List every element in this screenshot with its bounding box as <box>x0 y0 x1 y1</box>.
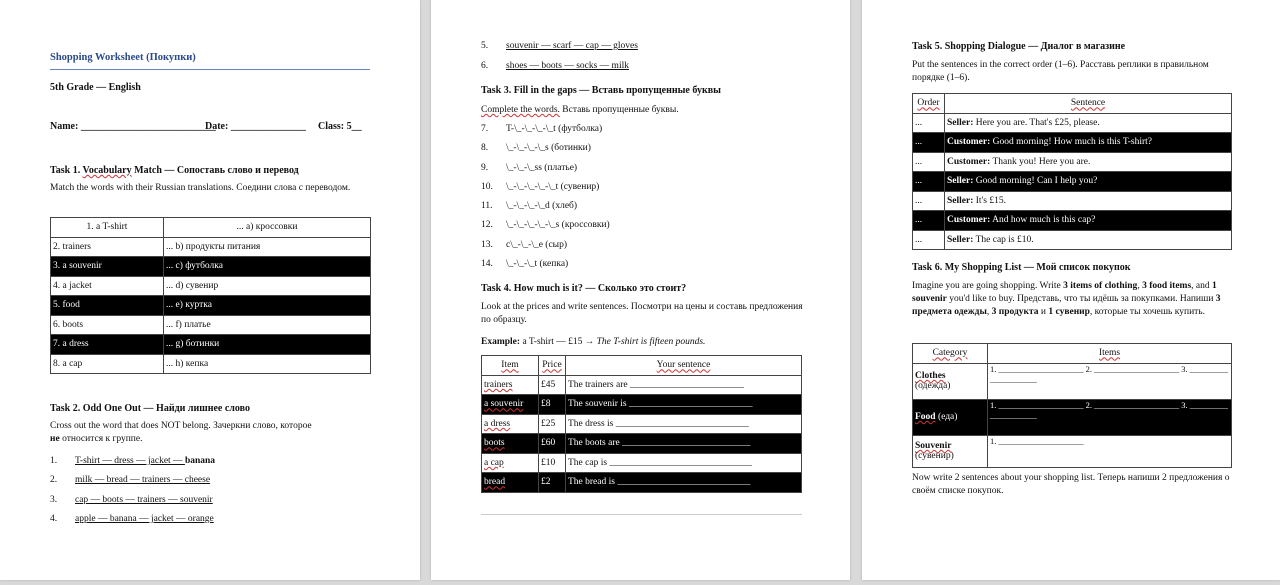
gap-word[interactable]: \_-\_-\_ss (платье) <box>506 162 578 173</box>
item-cell: a cap <box>482 453 539 473</box>
worksheet-page-2 <box>431 0 850 580</box>
category-cell <box>913 435 988 467</box>
sentence-cell <box>945 133 1232 153</box>
table-row <box>482 414 802 434</box>
vocab-translation: ... f) платье <box>164 315 371 335</box>
table-row <box>482 434 802 454</box>
category-translation: (еда) <box>935 412 958 422</box>
table-row <box>51 218 371 238</box>
gap-word[interactable]: \_-\_-\_-\_-\_t (сувенир) <box>506 181 600 192</box>
table-row <box>913 399 1232 435</box>
word-group: apple — banana — jacket — orange <box>75 513 214 524</box>
sentence-cell[interactable]: The bread is ____________________________ <box>566 473 802 493</box>
dialogue-text: And how much is this cap? <box>990 215 1096 226</box>
item-number: 11. <box>481 201 493 212</box>
vocab-translation: ... b) продукты питания <box>164 237 371 257</box>
task1-instructions: Match the words with their Russian translations. Соедини слова с переводом. <box>50 183 351 193</box>
price-cell: £2 <box>539 473 566 493</box>
vocab-translation: ... h) кепка <box>164 354 371 374</box>
list-item <box>50 494 215 513</box>
list-item <box>50 455 215 474</box>
table-row <box>51 296 371 316</box>
table-row <box>482 395 802 415</box>
table-row <box>51 335 371 355</box>
list-item <box>50 513 215 532</box>
list-item <box>481 123 610 142</box>
sentence-cell <box>945 152 1232 172</box>
category-translation: (сувенир) <box>915 451 954 461</box>
dialogue-text: It's £15. <box>973 195 1006 206</box>
word-group: shoes — boots — socks — milk <box>506 61 629 71</box>
category-name: Souvenir <box>915 441 952 451</box>
table-row <box>913 113 1232 133</box>
order-cell[interactable]: ... <box>913 113 945 133</box>
item-number: 10. <box>481 181 493 192</box>
sentence-cell[interactable]: The boots are ___________________________ <box>566 434 802 454</box>
item-cell: a souvenir <box>482 395 539 415</box>
sentence-cell <box>945 113 1232 133</box>
worksheet-title: Shopping Worksheet (Покупки) <box>50 52 196 63</box>
table-row <box>51 237 371 257</box>
item-number: 6. <box>481 61 489 71</box>
vocab-translation: ... a) кроссовки <box>164 218 371 238</box>
gap-word[interactable]: \_-\_-\_-\_d (хлеб) <box>506 201 578 212</box>
table-row <box>913 435 1232 467</box>
task4-instructions: Look at the prices and write sentences. Посмотри на цены и составь предложения по образцу. <box>481 302 803 325</box>
table-row <box>51 354 371 374</box>
order-cell[interactable]: ... <box>913 191 945 211</box>
task1-heading: Task 1. Vocabulary Match — Сопоставь слово и перевод <box>50 165 299 176</box>
word-group: souvenir — scarf — cap — gloves <box>506 41 638 51</box>
order-cell[interactable]: ... <box>913 211 945 231</box>
item-number: 1. <box>50 456 58 466</box>
dialogue-text: Here you are. That's £25, please. <box>973 117 1100 128</box>
shopping-list-table <box>912 343 1232 468</box>
price-cell: £60 <box>539 434 566 454</box>
table-row <box>913 230 1232 250</box>
odd-word: banana <box>184 456 216 466</box>
column-header: Items <box>988 344 1232 364</box>
category-translation: (одежда) <box>915 381 951 391</box>
dialogue-text: The cap is £10. <box>973 234 1034 245</box>
table-row <box>913 152 1232 172</box>
dialogue-text: Good morning! How much is this T-shirt? <box>990 137 1153 148</box>
speaker-label: Seller: <box>947 117 974 128</box>
item-number: 4. <box>50 513 58 524</box>
item-number: 14. <box>481 259 493 270</box>
sentence-cell <box>945 211 1232 231</box>
vocab-word: 6. boots <box>51 315 164 335</box>
speaker-label: Customer: <box>947 156 991 167</box>
vocab-word: 2. trainers <box>51 237 164 257</box>
dialogue-text: Good morning! Can I help you? <box>973 176 1098 187</box>
sentence-cell[interactable]: The souvenir is __________________________ <box>566 395 802 415</box>
items-cell[interactable]: 1. ____________________ 2. ____________________ 3. ____________________ <box>988 399 1232 435</box>
vocab-word: 8. a cap <box>51 354 164 374</box>
list-item <box>481 200 610 219</box>
fill-gaps-list <box>481 123 610 277</box>
vocab-translation: ... d) сувенир <box>164 276 371 296</box>
sentence-cell[interactable]: The cap is ______________________________ <box>566 453 802 473</box>
table-row <box>482 473 802 493</box>
item-cell: a dress <box>482 414 539 434</box>
price-cell: £25 <box>539 414 566 434</box>
speaker-label: Seller: <box>947 176 974 187</box>
vocab-translation: ... c) футболка <box>164 257 371 277</box>
gap-word[interactable]: T-\_-\_-\_-\_t (футболка) <box>506 124 603 134</box>
vocab-word: 7. a dress <box>51 335 164 355</box>
grade-line: 5th Grade — English <box>50 82 141 93</box>
vocab-match-table <box>50 217 371 374</box>
task6-footer: Now write 2 sentences about your shopping list. Теперь напиши 2 предложения о своём списке покупок. <box>912 473 1230 496</box>
item-number: 8. <box>481 143 489 154</box>
order-cell[interactable]: ... <box>913 152 945 172</box>
speaker-label: Customer: <box>947 137 991 148</box>
list-item <box>481 219 610 238</box>
column-header: Your sentence <box>566 356 802 376</box>
list-item <box>50 474 215 493</box>
dialogue-text: Thank you! Here you are. <box>990 156 1091 167</box>
speaker-label: Seller: <box>947 195 974 206</box>
task2-instructions: Cross out the word that does NOT belong. Зачеркни слово, которое не относится к группе. <box>50 421 312 444</box>
items-cell[interactable]: 1. ____________________ 2. ____________________ 3. ____________________ <box>988 363 1232 399</box>
order-cell[interactable]: ... <box>913 172 945 192</box>
table-row <box>51 257 371 277</box>
table-row <box>913 133 1232 153</box>
vocab-word: 3. a souvenir <box>51 257 164 277</box>
column-header: Order <box>913 94 945 114</box>
order-cell[interactable]: ... <box>913 230 945 250</box>
task6-instructions: Imagine you are going shopping. Write 3 items of clothing, 3 food items, and 1 souvenir you'd like to buy. Представь, что ты идёшь за покупками. Напиши 3 предмета одежды, 3 продукта и 1 сувенир, которые ты хочешь купить. <box>912 281 1221 317</box>
speaker-label: Seller: <box>947 234 974 245</box>
word-group: T-shirt — dress — jacket — <box>75 456 185 466</box>
gap-word[interactable]: \_-\_-\_-\_-\_s (кроссовки) <box>506 220 610 231</box>
table-row <box>482 375 802 395</box>
page-divider <box>481 514 802 515</box>
task2-heading: Task 2. Odd One Out — Найди лишнее слово <box>50 403 250 414</box>
category-cell <box>913 363 988 399</box>
odd-one-out-list <box>50 455 215 532</box>
word-group: milk — bread — trainers — cheese <box>75 475 211 486</box>
prices-table <box>481 355 802 493</box>
table-row <box>51 276 371 296</box>
price-cell: £10 <box>539 453 566 473</box>
date-field[interactable]: Date: _______________ <box>205 121 306 132</box>
item-number: 5. <box>481 41 489 51</box>
speaker-label: Customer: <box>947 215 991 226</box>
price-cell: £45 <box>539 375 566 395</box>
title-divider <box>50 69 370 70</box>
vocab-word: 5. food <box>51 296 164 316</box>
name-field[interactable]: Name: ___________________________ <box>50 121 216 132</box>
vocab-translation: ... e) куртка <box>164 296 371 316</box>
sentence-cell <box>945 191 1232 211</box>
task3-heading: Task 3. Fill in the gaps — Вставь пропущенные буквы <box>481 85 721 96</box>
gap-word[interactable]: \_-\_-\_-\_s (ботинки) <box>506 143 591 154</box>
category-name: Food <box>915 412 936 422</box>
vocab-word: 4. a jacket <box>51 276 164 296</box>
task5-instructions: Put the sentences in the correct order (1–6). Расставь реплики в правильном порядке (1–6). <box>912 60 1209 83</box>
sentence-cell[interactable]: The dress is ____________________________ <box>566 414 802 434</box>
list-item <box>481 60 638 80</box>
word-group: cap — boots — trainers — souvenir <box>75 494 213 505</box>
list-item <box>481 258 610 277</box>
task4-heading: Task 4. How much is it? — Сколько это стоит? <box>481 283 687 294</box>
gap-word[interactable]: c\_-\_-\_e (сыр) <box>506 239 567 250</box>
item-number: 9. <box>481 162 489 173</box>
table-row <box>51 315 371 335</box>
category-cell <box>913 399 988 435</box>
column-header: Item <box>482 356 539 376</box>
gap-word[interactable]: \_-\_-\_t (кепка) <box>506 259 569 270</box>
task4-example: Example: a T-shirt — £15 → The T-shirt is fifteen pounds. <box>481 337 706 347</box>
sentence-cell <box>945 172 1232 192</box>
worksheet-page-1 <box>0 0 420 580</box>
task5-heading: Task 5. Shopping Dialogue — Диалог в магазине <box>912 41 1126 52</box>
item-number: 7. <box>481 124 489 134</box>
items-cell[interactable]: 1. ____________________ <box>988 435 1232 467</box>
list-item <box>481 162 610 181</box>
vocab-word: 1. a T-shirt <box>51 218 164 238</box>
list-item <box>481 239 610 258</box>
column-header: Sentence <box>945 94 1232 114</box>
table-row <box>913 172 1232 192</box>
category-name: Clothes <box>915 371 946 381</box>
vocab-translation: ... g) ботинки <box>164 335 371 355</box>
list-item <box>481 181 610 200</box>
dialogue-table <box>912 93 1232 250</box>
table-row <box>913 363 1232 399</box>
sentence-cell[interactable]: The trainers are ________________________ <box>566 375 802 395</box>
list-item <box>481 40 638 60</box>
column-header: Category <box>913 344 988 364</box>
worksheet-page-3 <box>862 0 1280 580</box>
table-row <box>913 191 1232 211</box>
item-number: 12. <box>481 220 493 231</box>
task3-instructions: Complete the words. Вставь пропущенные буквы. <box>481 105 679 115</box>
order-cell[interactable]: ... <box>913 133 945 153</box>
odd-one-out-list-continued <box>481 40 638 80</box>
item-cell: trainers <box>482 375 539 395</box>
item-cell: bread <box>482 473 539 493</box>
class-field[interactable]: Class: 5__ <box>318 121 362 132</box>
table-row <box>482 453 802 473</box>
table-row <box>913 211 1232 231</box>
list-item <box>481 142 610 161</box>
item-number: 2. <box>50 475 58 486</box>
column-header: Price <box>539 356 566 376</box>
task6-heading: Task 6. My Shopping List — Мой список покупок <box>912 262 1131 273</box>
item-number: 3. <box>50 494 58 505</box>
item-number: 13. <box>481 239 493 250</box>
price-cell: £8 <box>539 395 566 415</box>
sentence-cell <box>945 230 1232 250</box>
item-cell: boots <box>482 434 539 454</box>
